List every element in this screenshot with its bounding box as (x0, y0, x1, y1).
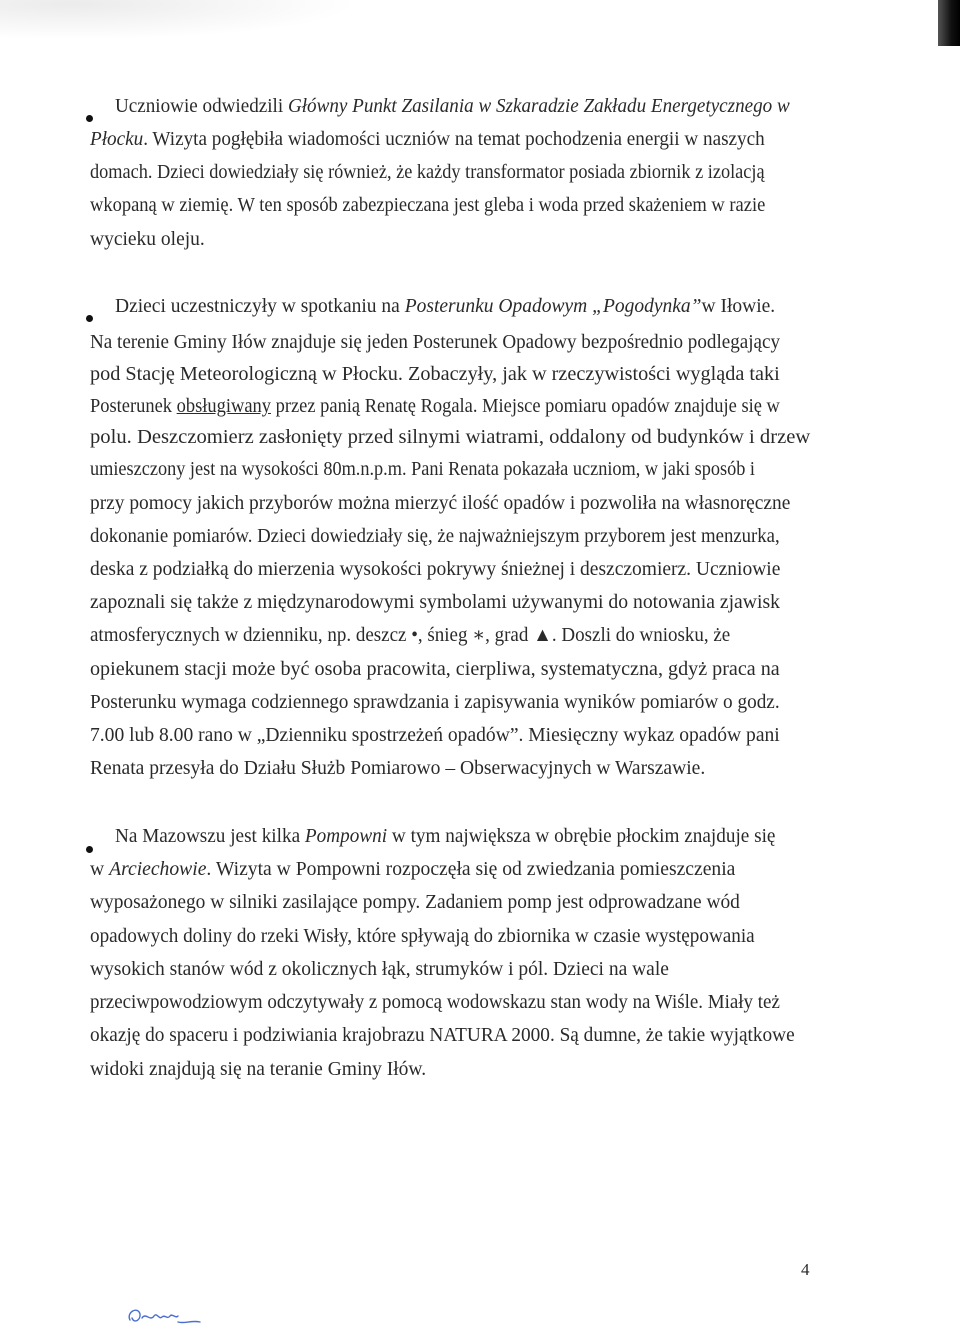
text-line (90, 991, 780, 1015)
text-run: okazję do spaceru i podziwiania krajobrazu NATURA 2000. Są dumne, że takie wyjątkowe (90, 1025, 795, 1046)
text-line (115, 95, 790, 119)
bullet-point (86, 115, 93, 122)
text-run: umieszczony jest na wysokości 80m.n.p.m. Pani Renata pokazała uczniom, w jaki sposób i (90, 459, 755, 480)
text-run: opiekunem stacji może być osoba pracowita, cierpliwa, systematyczna, gdyż praca na (90, 659, 780, 680)
text-run: wycieku oleju. (90, 229, 205, 250)
text-run: w Iłowie. (701, 296, 776, 317)
text-run: Na Mazowszu jest kilka (115, 826, 305, 847)
text-line (90, 331, 780, 355)
text-run: wkopaną w ziemię. W ten sposób zabezpieczana jest gleba i woda przed skażeniem w razie (90, 195, 766, 216)
text-run: w tym największa w obrębie płockim znajduje się (387, 826, 776, 847)
text-run: Uczniowie odwiedzili (115, 96, 288, 117)
italic-name: Pompowni (304, 826, 388, 847)
text-line (90, 458, 755, 482)
text-line (90, 492, 790, 516)
text-run: atmosferycznych w dzienniku, np. deszcz •, śnieg ∗, grad ▲. Doszli do wniosku, że (90, 625, 731, 646)
italic-name: Arciechowie (109, 859, 207, 880)
text-line (90, 194, 765, 218)
text-line (90, 891, 740, 915)
text-run: opadowych doliny do rzeki Wisły, które spływają do zbiornika w czasie występowania (90, 926, 755, 947)
bullet-point (86, 315, 93, 322)
text-line (90, 228, 205, 252)
scan-artifact (0, 0, 360, 40)
text-run: wysokich stanów wód z okolicznych łąk, strumyków i pól. Dzieci na wale (90, 959, 669, 980)
italic-name: Płocku (90, 129, 144, 150)
italic-name: Główny Punkt Zasilania w Szkaradzie Zakładu Energetycznego w (287, 96, 790, 117)
text-run: Renata przesyła do Działu Służb Pomiarowo – Obserwacyjnych w Warszawie. (90, 758, 706, 779)
text-line (90, 363, 780, 387)
text-run: Dzieci uczestniczyły w spotkaniu na (115, 296, 405, 317)
text-run: Posterunku wymaga codziennego sprawdzania i zapisywania wyników pomiarów o godz. (90, 692, 780, 713)
text-run: deska z podziałką do mierzenia wysokości pokrywy śnieżnej i deszczomierz. Uczniowie (90, 559, 781, 580)
text-run: dokonanie pomiarów. Dzieci dowiedziały się, że najważniejszym przyborem jest menzurka, (90, 526, 780, 547)
text-run: polu. Deszczomierz zasłonięty przed silnymi wiatrami, oddalony od budynków i drzew (90, 427, 811, 448)
text-run: . Wizyta w Pompowni rozpoczęła się od zwiedzania pomieszczenia (206, 859, 736, 880)
text-line (90, 691, 780, 715)
text-line (90, 591, 780, 615)
text-line (90, 426, 810, 450)
text-line (90, 958, 669, 982)
text-line (115, 825, 775, 849)
text-run: przy pomocy jakich przyborów można mierzyć ilość opadów i pozwoliła na własnoręczne (90, 493, 791, 514)
text-line (115, 295, 775, 319)
text-line (90, 161, 765, 185)
text-run: Posterunek (90, 396, 177, 417)
text-line (90, 1058, 426, 1082)
text-line (90, 624, 730, 648)
text-run: zapoznali się także z międzynarodowymi symbolami używanymi do notowania zjawisk (90, 592, 780, 613)
underlined-word: obsługiwany (176, 396, 271, 417)
page-number: 4 (801, 1260, 810, 1279)
text-run: . Wizyta pogłębiła wiadomości uczniów na temat pochodzenia energii w naszych (143, 129, 765, 150)
text-run: domach. Dzieci dowiedziały się również, że każdy transformator posiada zbiornik z izolacją (90, 162, 765, 183)
scan-edge-artifact (938, 0, 960, 46)
text-line (90, 1024, 795, 1048)
italic-name: Posterunku Opadowym „Pogodynka” (404, 296, 702, 317)
text-run: przez panią Renatę Rogala. Miejsce pomiaru opadów znajduje się w (270, 396, 780, 417)
text-line (90, 558, 780, 582)
text-line (90, 757, 705, 781)
text-run: w (90, 859, 110, 880)
text-line (90, 724, 780, 748)
text-run: przeciwpowodziowym odczytywały z pomocą wodowskazu stan wody na Wiśle. Miały też (90, 992, 780, 1013)
text-run: Na terenie Gminy Iłów znajduje się jeden Posterunek Opadowy bezpośrednio podlegający (90, 332, 781, 353)
text-line (90, 925, 755, 949)
text-run: 7.00 lub 8.00 rano w „Dzienniku spostrzeżeń opadów”. Miesięczny wykaz opadów pani (90, 725, 780, 746)
text-line (90, 858, 735, 882)
text-run: pod Stację Meteorologiczną w Płocku. Zobaczyły, jak w rzeczywistości wygląda taki (90, 364, 780, 385)
bullet-point (86, 846, 93, 853)
text-line (90, 658, 780, 682)
text-line (90, 395, 780, 419)
text-run: wyposażonego w silniki zasilające pompy. Zadaniem pomp jest odprowadzane wód (90, 892, 740, 913)
handwritten-signature (124, 1298, 204, 1332)
text-run: widoki znajdują się na teranie Gminy Iłów. (90, 1059, 427, 1080)
text-line (90, 525, 780, 549)
text-line (90, 128, 765, 152)
